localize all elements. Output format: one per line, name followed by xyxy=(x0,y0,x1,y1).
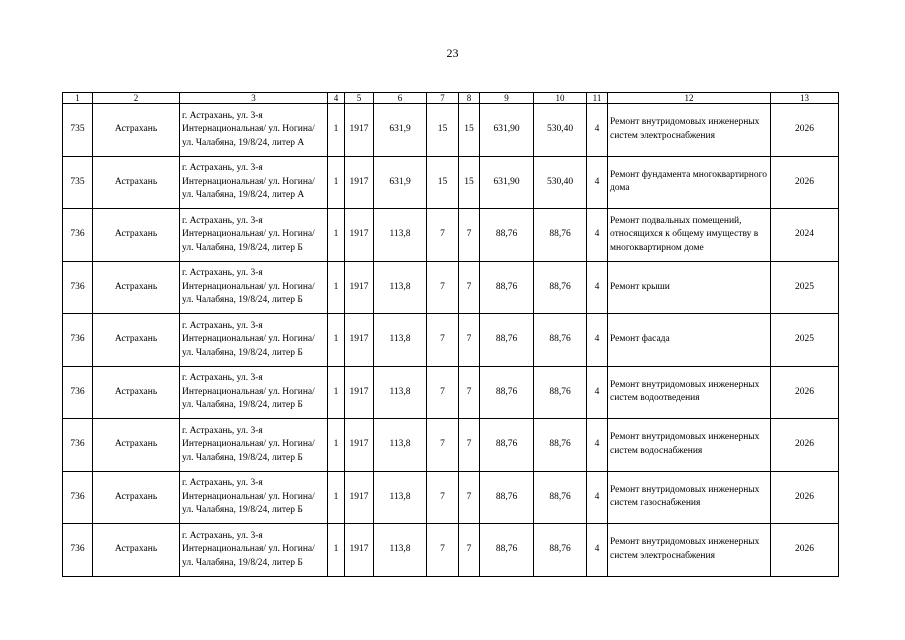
column-header: 2 xyxy=(93,93,180,104)
cell-work-type: Ремонт внутридомовых инженерных систем электроснабжения xyxy=(608,524,771,577)
cell-locality: Астрахань xyxy=(93,104,180,157)
cell-row-number: 736 xyxy=(63,366,93,419)
cell-year-built: 1917 xyxy=(345,366,374,419)
column-header: 11 xyxy=(587,93,608,104)
cell-address: г. Астрахань, ул. 3-я Интернациональная/ ул. Ногина/ ул. Чалабяна, 19/8/24, литер Б xyxy=(180,209,328,262)
cell-area-10: 88,76 xyxy=(534,366,587,419)
cell-col-8: 7 xyxy=(459,471,480,524)
cell-area-10: 88,76 xyxy=(534,261,587,314)
column-header: 10 xyxy=(534,93,587,104)
cell-row-number: 736 xyxy=(63,314,93,367)
column-header: 3 xyxy=(180,93,328,104)
cell-locality: Астрахань xyxy=(93,419,180,472)
cell-area-9: 88,76 xyxy=(480,261,534,314)
cell-area-9: 88,76 xyxy=(480,419,534,472)
cell-area-9: 88,76 xyxy=(480,524,534,577)
cell-work-type: Ремонт внутридомовых инженерных систем водоотведения xyxy=(608,366,771,419)
cell-area-9: 88,76 xyxy=(480,471,534,524)
cell-area-9: 88,76 xyxy=(480,209,534,262)
cell-year-built: 1917 xyxy=(345,104,374,157)
cell-col-4: 1 xyxy=(328,209,345,262)
cell-planned-year: 2025 xyxy=(771,261,839,314)
cell-planned-year: 2026 xyxy=(771,366,839,419)
cell-area-10: 88,76 xyxy=(534,524,587,577)
cell-col-7: 7 xyxy=(427,366,459,419)
cell-work-type: Ремонт фундамента многоквартирного дома xyxy=(608,156,771,209)
cell-area-9: 631,90 xyxy=(480,104,534,157)
cell-year-built: 1917 xyxy=(345,261,374,314)
column-header: 13 xyxy=(771,93,839,104)
register-table xyxy=(62,92,839,577)
cell-col-11: 4 xyxy=(587,314,608,367)
cell-col-7: 7 xyxy=(427,471,459,524)
cell-col-8: 7 xyxy=(459,314,480,367)
cell-col-8: 7 xyxy=(459,419,480,472)
cell-address: г. Астрахань, ул. 3-я Интернациональная/ ул. Ногина/ ул. Чалабяна, 19/8/24, литер А xyxy=(180,104,328,157)
cell-col-7: 7 xyxy=(427,524,459,577)
table-row xyxy=(63,261,839,314)
cell-total-area: 113,8 xyxy=(374,261,427,314)
cell-col-7: 7 xyxy=(427,419,459,472)
cell-locality: Астрахань xyxy=(93,156,180,209)
cell-row-number: 735 xyxy=(63,104,93,157)
cell-total-area: 631,9 xyxy=(374,156,427,209)
cell-address: г. Астрахань, ул. 3-я Интернациональная/ ул. Ногина/ ул. Чалабяна, 19/8/24, литер Б xyxy=(180,419,328,472)
cell-planned-year: 2026 xyxy=(771,419,839,472)
cell-col-4: 1 xyxy=(328,314,345,367)
cell-col-4: 1 xyxy=(328,524,345,577)
cell-total-area: 113,8 xyxy=(374,419,427,472)
cell-col-4: 1 xyxy=(328,471,345,524)
cell-total-area: 113,8 xyxy=(374,209,427,262)
cell-address: г. Астрахань, ул. 3-я Интернациональная/ ул. Ногина/ ул. Чалабяна, 19/8/24, литер Б xyxy=(180,314,328,367)
cell-total-area: 631,9 xyxy=(374,104,427,157)
table-row xyxy=(63,104,839,157)
cell-planned-year: 2026 xyxy=(771,471,839,524)
cell-year-built: 1917 xyxy=(345,314,374,367)
column-header: 5 xyxy=(345,93,374,104)
cell-work-type: Ремонт внутридомовых инженерных систем электроснабжения xyxy=(608,104,771,157)
cell-year-built: 1917 xyxy=(345,209,374,262)
cell-locality: Астрахань xyxy=(93,471,180,524)
cell-col-8: 15 xyxy=(459,156,480,209)
cell-address: г. Астрахань, ул. 3-я Интернациональная/ ул. Ногина/ ул. Чалабяна, 19/8/24, литер Б xyxy=(180,524,328,577)
column-number-row xyxy=(63,93,839,104)
cell-address: г. Астрахань, ул. 3-я Интернациональная/ ул. Ногина/ ул. Чалабяна, 19/8/24, литер А xyxy=(180,156,328,209)
column-header: 9 xyxy=(480,93,534,104)
cell-locality: Астрахань xyxy=(93,524,180,577)
cell-locality: Астрахань xyxy=(93,209,180,262)
cell-col-11: 4 xyxy=(587,419,608,472)
cell-col-7: 15 xyxy=(427,104,459,157)
cell-row-number: 736 xyxy=(63,419,93,472)
page-number: 23 xyxy=(446,46,459,60)
cell-planned-year: 2025 xyxy=(771,314,839,367)
cell-col-8: 7 xyxy=(459,366,480,419)
table-row xyxy=(63,524,839,577)
cell-locality: Астрахань xyxy=(93,314,180,367)
cell-year-built: 1917 xyxy=(345,156,374,209)
table-row xyxy=(63,314,839,367)
cell-col-4: 1 xyxy=(328,261,345,314)
cell-row-number: 736 xyxy=(63,209,93,262)
cell-col-8: 7 xyxy=(459,209,480,262)
cell-col-11: 4 xyxy=(587,156,608,209)
cell-col-11: 4 xyxy=(587,471,608,524)
cell-total-area: 113,8 xyxy=(374,314,427,367)
column-header: 1 xyxy=(63,93,93,104)
cell-row-number: 736 xyxy=(63,261,93,314)
cell-row-number: 735 xyxy=(63,156,93,209)
cell-col-4: 1 xyxy=(328,366,345,419)
cell-year-built: 1917 xyxy=(345,471,374,524)
cell-area-10: 88,76 xyxy=(534,419,587,472)
cell-work-type: Ремонт фасада xyxy=(608,314,771,367)
cell-col-4: 1 xyxy=(328,419,345,472)
cell-col-7: 7 xyxy=(427,209,459,262)
cell-col-7: 7 xyxy=(427,314,459,367)
column-header: 8 xyxy=(459,93,480,104)
cell-total-area: 113,8 xyxy=(374,471,427,524)
cell-planned-year: 2026 xyxy=(771,156,839,209)
cell-work-type: Ремонт подвальных помещений, относящихся к общему имуществу в многоквартирном доме xyxy=(608,209,771,262)
cell-col-4: 1 xyxy=(328,156,345,209)
cell-year-built: 1917 xyxy=(345,419,374,472)
cell-area-10: 530,40 xyxy=(534,104,587,157)
cell-area-10: 88,76 xyxy=(534,314,587,367)
cell-col-11: 4 xyxy=(587,261,608,314)
column-header: 6 xyxy=(374,93,427,104)
column-header: 12 xyxy=(608,93,771,104)
cell-area-10: 88,76 xyxy=(534,471,587,524)
cell-row-number: 736 xyxy=(63,471,93,524)
cell-area-10: 530,40 xyxy=(534,156,587,209)
cell-work-type: Ремонт внутридомовых инженерных систем газоснабжения xyxy=(608,471,771,524)
cell-col-11: 4 xyxy=(587,524,608,577)
cell-locality: Астрахань xyxy=(93,366,180,419)
table-row xyxy=(63,419,839,472)
cell-col-7: 15 xyxy=(427,156,459,209)
cell-total-area: 113,8 xyxy=(374,524,427,577)
cell-col-8: 7 xyxy=(459,261,480,314)
cell-area-10: 88,76 xyxy=(534,209,587,262)
column-header: 4 xyxy=(328,93,345,104)
cell-col-4: 1 xyxy=(328,104,345,157)
cell-work-type: Ремонт внутридомовых инженерных систем водоснабжения xyxy=(608,419,771,472)
cell-area-9: 631,90 xyxy=(480,156,534,209)
cell-col-11: 4 xyxy=(587,366,608,419)
cell-col-8: 15 xyxy=(459,104,480,157)
cell-planned-year: 2024 xyxy=(771,209,839,262)
cell-year-built: 1917 xyxy=(345,524,374,577)
cell-address: г. Астрахань, ул. 3-я Интернациональная/ ул. Ногина/ ул. Чалабяна, 19/8/24, литер Б xyxy=(180,261,328,314)
cell-col-8: 7 xyxy=(459,524,480,577)
cell-planned-year: 2026 xyxy=(771,104,839,157)
column-header: 7 xyxy=(427,93,459,104)
table-row xyxy=(63,209,839,262)
cell-work-type: Ремонт крыши xyxy=(608,261,771,314)
cell-locality: Астрахань xyxy=(93,261,180,314)
cell-col-7: 7 xyxy=(427,261,459,314)
cell-planned-year: 2026 xyxy=(771,524,839,577)
cell-address: г. Астрахань, ул. 3-я Интернациональная/ ул. Ногина/ ул. Чалабяна, 19/8/24, литер Б xyxy=(180,471,328,524)
table-row xyxy=(63,366,839,419)
cell-address: г. Астрахань, ул. 3-я Интернациональная/ ул. Ногина/ ул. Чалабяна, 19/8/24, литер Б xyxy=(180,366,328,419)
cell-area-9: 88,76 xyxy=(480,314,534,367)
table-row xyxy=(63,156,839,209)
cell-total-area: 113,8 xyxy=(374,366,427,419)
cell-col-11: 4 xyxy=(587,209,608,262)
cell-col-11: 4 xyxy=(587,104,608,157)
table-row xyxy=(63,471,839,524)
cell-row-number: 736 xyxy=(63,524,93,577)
cell-area-9: 88,76 xyxy=(480,366,534,419)
